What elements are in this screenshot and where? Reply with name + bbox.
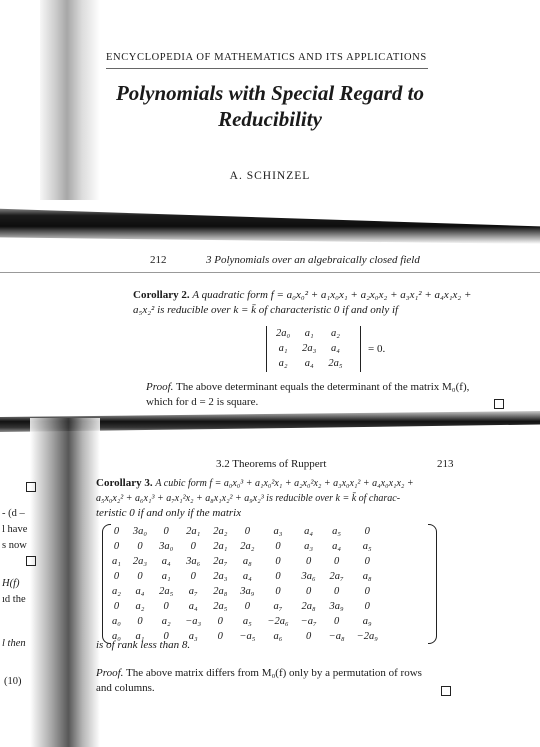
running-head: 3.2 Theorems of Ruppert <box>216 458 327 470</box>
cubic-matrix-cell: 2a₅ <box>213 601 228 612</box>
cubic-matrix-cell: 3a₉ <box>329 601 344 612</box>
cubic-matrix-cell: 2a₃ <box>213 571 228 582</box>
cubic-matrix-cell: 0 <box>306 586 312 597</box>
cubic-matrix-cell: 3a₉ <box>240 586 255 597</box>
corollary-3 <box>96 476 516 521</box>
cubic-matrix-cell: a₆ <box>273 631 283 642</box>
cubic-matrix-cell: a₅ <box>332 526 342 537</box>
determinant-cell: a₄ <box>330 343 340 354</box>
cubic-matrix-cell: 0 <box>275 586 281 597</box>
cubic-matrix-cell: a₁ <box>135 631 145 642</box>
qed-box <box>441 686 451 696</box>
cubic-matrix-cell: a₄ <box>161 556 171 567</box>
margin-fragment: H(f) <box>2 578 20 589</box>
corollary-3-line1 <box>96 476 516 491</box>
cubic-matrix-cell: −2a₉ <box>356 631 378 642</box>
margin-qed-box <box>26 556 36 566</box>
cubic-matrix-cell: a₄ <box>188 601 198 612</box>
cubic-matrix-cell: 0 <box>364 526 370 537</box>
cubic-matrix-cell: 2a₇ <box>329 571 344 582</box>
cubic-matrix-row <box>106 554 384 569</box>
corollary-3-line2: a₅x₀x₂² + a₆x₁³ + a₇x₁²x₂ + a₈x₁x₂² + a₉x₂³ is reducible over k = k̄ of charac- <box>96 493 401 504</box>
cubic-matrix-cell: 0 <box>364 556 370 567</box>
cubic-matrix-cell: −a₇ <box>300 616 317 627</box>
cubic-matrix-cell: a₇ <box>188 586 198 597</box>
cubic-matrix-cell: 0 <box>364 601 370 612</box>
cubic-matrix-row <box>106 599 384 614</box>
cubic-matrix-cell: 0 <box>113 601 120 612</box>
cubic-matrix-cell: 2a₁ <box>186 526 201 537</box>
determinant-bar-left <box>266 326 267 372</box>
margin-fragment: ıd the <box>2 594 26 605</box>
series-title: ENCYCLOPEDIA OF MATHEMATICS AND ITS APPLICATIONS <box>106 52 427 63</box>
cubic-matrix-cell: 3a₆ <box>301 571 316 582</box>
cubic-matrix-cell: 0 <box>113 541 120 552</box>
margin-fragment: l have <box>2 524 28 535</box>
cubic-matrix-cell: 2a₇ <box>213 556 228 567</box>
determinant-cell: a₁ <box>304 328 314 339</box>
cubic-matrix-cell: 0 <box>137 571 143 582</box>
cubic-matrix-cell: 0 <box>163 631 169 642</box>
corollary-2-text1: A quadratic form f = a₀x₀² + a₁x₀x₁ + a₂x₀x₂ + a₃x₁² + a₄x₁x₂ + <box>192 289 472 301</box>
cubic-matrix-cell: a₁ <box>161 571 171 582</box>
cubic-matrix-cell: 0 <box>190 541 196 552</box>
page-213 <box>0 440 540 747</box>
corollary-2 <box>133 288 513 318</box>
corollary-3-label: Corollary 3. <box>96 477 153 489</box>
cubic-matrix-cell: 3a₀ <box>132 526 148 537</box>
cubic-matrix-row <box>106 614 384 629</box>
cubic-matrix-cell: 3a₀ <box>159 541 174 552</box>
cubic-matrix-row <box>106 584 384 599</box>
book-title <box>110 80 430 132</box>
cubic-matrix-cell: a₀ <box>112 616 121 627</box>
determinant-row <box>270 326 348 341</box>
book-title-line1: Polynomials with Special Regard to <box>115 81 425 105</box>
proof-2-line1 <box>146 380 516 395</box>
proof-3-text1: The above matrix differs from M₀(f) only by a permutation of rows <box>125 667 422 679</box>
cubic-matrix-cell: 0 <box>334 586 340 597</box>
determinant-row <box>270 356 348 371</box>
cubic-matrix-cell: a₅ <box>362 541 372 552</box>
cubic-matrix-cell: a₄ <box>242 571 252 582</box>
cubic-matrix-cell: a₃ <box>273 526 283 537</box>
cubic-matrix-cell: 0 <box>334 616 340 627</box>
author-name: A. SCHINZEL <box>229 170 311 182</box>
page-212 <box>0 244 540 414</box>
matrix-bracket-right <box>428 524 437 644</box>
cubic-matrix-cell: 0 <box>364 586 370 597</box>
determinant-cell: a₂ <box>278 358 288 369</box>
cubic-matrix-row <box>106 539 384 554</box>
page-number: 212 <box>150 254 167 266</box>
cubic-matrix-cell: 0 <box>163 601 169 612</box>
book-title-line2: Reducibility <box>218 107 322 131</box>
cubic-matrix-cell: a₈ <box>362 571 372 582</box>
determinant <box>266 326 396 376</box>
determinant-row <box>270 341 348 356</box>
proof-2-text1: The above determinant equals the determinant of the matrix M₀(f), <box>175 381 470 393</box>
cubic-matrix-cell: −a₈ <box>328 631 345 642</box>
cubic-matrix-cell: a₇ <box>273 601 283 612</box>
cubic-matrix-cell: a₅ <box>242 616 252 627</box>
margin-fragment: s now <box>2 540 27 551</box>
cubic-matrix-cell: 0 <box>137 541 143 552</box>
cubic-matrix-cell: 2a₁ <box>213 541 228 552</box>
cubic-matrix-cell: a₃ <box>188 631 198 642</box>
cubic-matrix-row <box>106 524 384 539</box>
cubic-matrix-cell: 0 <box>113 571 120 582</box>
cubic-matrix-cell: 0 <box>275 541 281 552</box>
cubic-matrix-cell: 2a₃ <box>132 556 148 567</box>
margin-fragment: - (d – <box>2 508 25 519</box>
cubic-matrix-cell: 0 <box>334 556 340 567</box>
corollary-2-label: Corollary 2. <box>133 289 190 301</box>
page-divider <box>0 272 540 273</box>
cubic-matrix-cell: 0 <box>190 571 196 582</box>
determinant-bar-right <box>360 326 361 372</box>
margin-fragment: (10) <box>4 676 22 687</box>
margin-qed-box <box>26 482 36 492</box>
cubic-matrix-cell: 0 <box>113 526 120 537</box>
cubic-matrix-cell: a₉ <box>362 616 372 627</box>
running-head: 3 Polynomials over an algebraically closed field <box>206 254 420 266</box>
cubic-matrix-row <box>106 569 384 584</box>
qed-box <box>494 399 504 409</box>
cubic-matrix-cell: a₂ <box>135 601 145 612</box>
cubic-matrix <box>106 524 384 644</box>
proof-3-line2: and columns. <box>96 682 155 694</box>
cubic-matrix-cell: −2a₆ <box>267 616 289 627</box>
page-header <box>0 0 540 200</box>
proof-2 <box>146 380 516 410</box>
scan-shadow-band <box>0 200 540 244</box>
determinant-cell: 2a₀ <box>276 328 291 339</box>
cubic-matrix-cell: a₃ <box>304 541 314 552</box>
determinant-cell: 2a₅ <box>328 358 343 369</box>
header-rule <box>106 68 428 69</box>
determinant-cell: a₁ <box>278 343 288 354</box>
cubic-matrix-cell: a₄ <box>332 541 342 552</box>
cubic-matrix-cell: 0 <box>306 631 312 642</box>
cubic-matrix-cell: −a₅ <box>239 631 256 642</box>
page-number: 213 <box>437 458 454 470</box>
cubic-matrix-cell: 0 <box>275 571 281 582</box>
cubic-matrix-cell: 2a₂ <box>240 541 255 552</box>
margin-fragment: l then <box>2 638 26 649</box>
corollary-2-line2: a₅x₂² is reducible over k = k̄ of characteristic 0 if and only if <box>133 304 399 316</box>
cubic-matrix-cell: 2a₅ <box>159 586 174 597</box>
cubic-matrix-cell: a₁ <box>112 556 121 567</box>
proof-3-line1 <box>96 666 486 681</box>
cubic-matrix-cell: 0 <box>217 616 223 627</box>
cubic-matrix-cell: a₈ <box>242 556 252 567</box>
cubic-matrix-cell: 2a₈ <box>213 586 228 597</box>
cubic-matrix-cell: 2a₂ <box>213 526 228 537</box>
cubic-matrix-cell: 2a₈ <box>301 601 316 612</box>
corollary-2-line1 <box>133 288 513 303</box>
proof-3 <box>96 666 486 696</box>
determinant-equals: = 0. <box>368 343 386 355</box>
cubic-matrix-cell: a₂ <box>161 616 171 627</box>
corollary-3-text1: A cubic form f = a₀x₀³ + a₁x₀²x₁ + a₂x₀²x₂ + a₃x₀x₁² + a₄x₀x₁x₂ + <box>155 478 414 489</box>
cubic-matrix-cell: a₄ <box>304 526 314 537</box>
proof-label: Proof. <box>146 381 174 393</box>
proof-label: Proof. <box>96 667 124 679</box>
matrix-10-col <box>102 524 442 648</box>
cubic-matrix-cell: 0 <box>137 616 143 627</box>
cubic-matrix-cell: 0 <box>275 556 281 567</box>
cubic-matrix-cell: 0 <box>244 526 250 537</box>
determinant-cell: 2a₃ <box>302 343 317 354</box>
cubic-matrix-cell: −a₃ <box>185 616 202 627</box>
cubic-matrix-cell: a₀ <box>112 631 121 642</box>
corollary-3-line3: teristic 0 if and only if the matrix <box>96 507 242 519</box>
determinant-cell: a₄ <box>304 358 314 369</box>
proof-2-line2: which for d = 2 is square. <box>146 396 259 408</box>
cubic-matrix-cell: 0 <box>306 556 312 567</box>
determinant-matrix <box>270 326 348 371</box>
cubic-matrix-cell: 0 <box>163 526 169 537</box>
cubic-matrix-cell: 3a₆ <box>186 556 201 567</box>
cubic-matrix-cell: a₄ <box>135 586 145 597</box>
rank-statement: is of rank less than 8. <box>96 639 191 651</box>
determinant-cell: a₂ <box>330 328 340 339</box>
cubic-matrix-cell: 0 <box>217 631 223 642</box>
cubic-matrix-cell: 0 <box>244 601 250 612</box>
cubic-matrix-cell: a₂ <box>112 586 121 597</box>
